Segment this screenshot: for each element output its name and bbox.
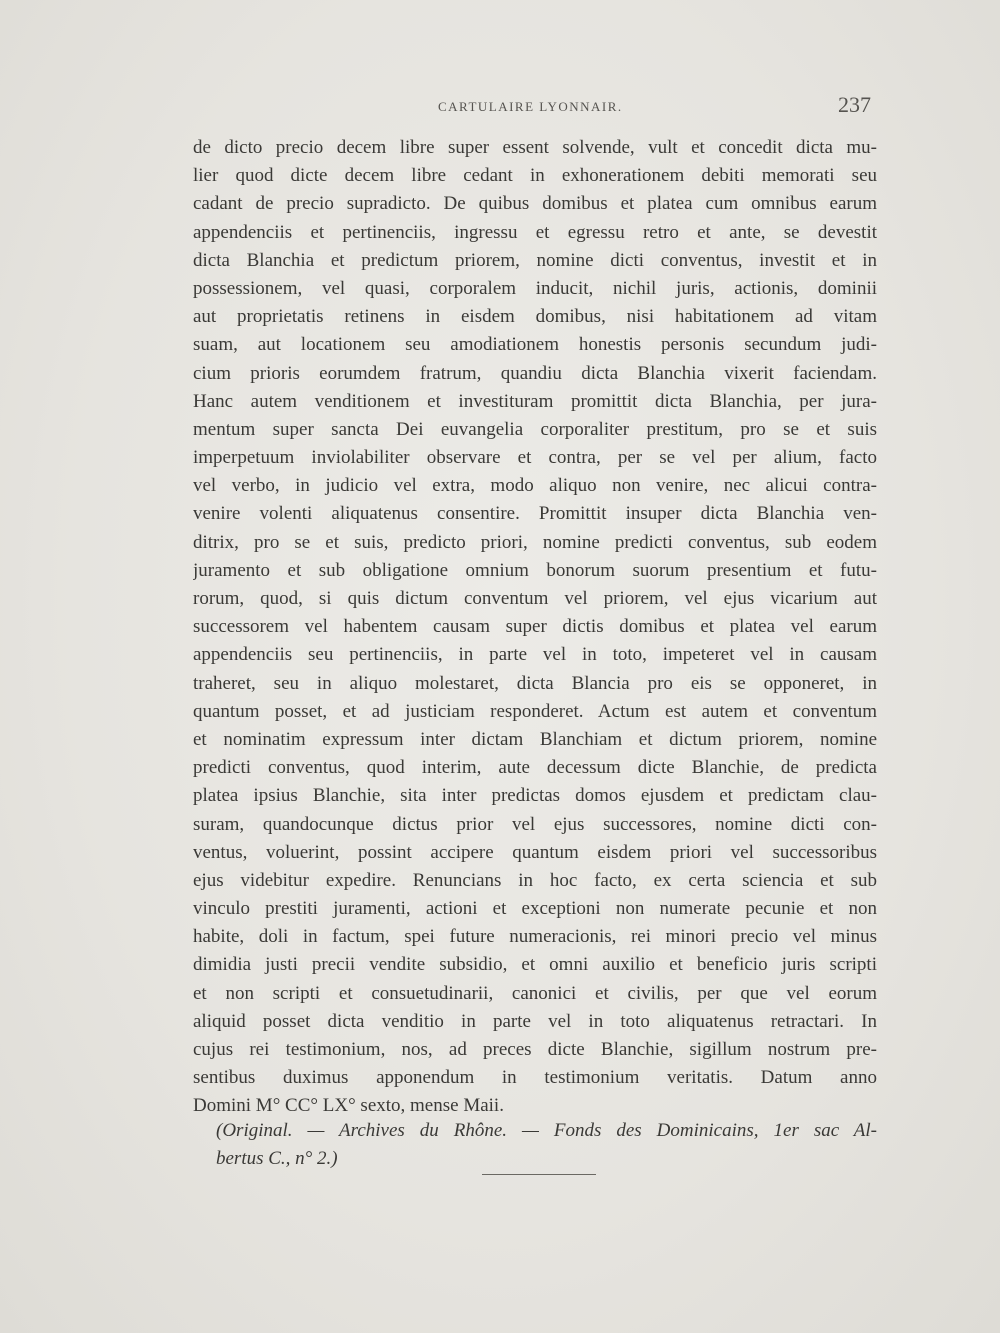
text-line: suram, quandocunque dictus prior vel ejus successores, nomine dicti con-: [193, 813, 877, 835]
text-line: cium prioris eorumdem fratrum, quandiu dicta Blanchia vixerit faciendam.: [193, 362, 877, 384]
text-line: juramento et sub obligatione omnium bonorum suorum presentium et futu-: [193, 559, 877, 581]
text-line: rorum, quod, si quis dictum conventum vel priorem, vel ejus vicarium aut: [193, 588, 877, 609]
text-line: et nominatim expressum inter dictam Blanchiam et dictum priorem, nomine: [193, 728, 877, 750]
text-line: imperpetuum inviolabiliter observare et contra, per se vel per alium, facto: [193, 447, 877, 469]
source-note: [216, 1117, 877, 1173]
text-line: cujus rei testimonium, nos, ad preces dicte Blanchie, sigillum nostrum pre-: [193, 1039, 877, 1060]
source-note-line: bertus C., n° 2.): [216, 1148, 338, 1170]
text-line: appendenciis seu pertinenciis, in parte vel in toto, impeteret vel in causam: [193, 644, 877, 666]
text-line: et non scripti et consuetudinarii, canonici et civilis, per que vel eorum: [193, 982, 877, 1004]
text-line: dimidia justi precii vendite subsidio, et omni auxilio et beneficio juris scripti: [193, 954, 877, 976]
text-line: ditrix, pro se et suis, predicto priori, nomine predicti conventus, sub eodem: [193, 531, 877, 553]
source-note-line: (Original. — Archives du Rhône. — Fonds des Dominicains, 1er sac Al-: [216, 1120, 877, 1141]
text-line: lier quod dicte decem libre cedant in exhonerationem debiti memorati seu: [193, 165, 877, 187]
text-line: ventus, voluerint, possint accipere quantum eisdem priori vel successoribus: [193, 841, 877, 863]
text-line: Domini M° CC° LX° sexto, mense Maii.: [193, 1095, 504, 1117]
text-line: quantum posset, et ad justiciam responderet. Actum est autem et conventum: [193, 700, 877, 722]
text-line: platea ipsius Blanchie, sita inter predictas domos ejusdem et predictam clau-: [193, 785, 877, 807]
text-line: aut proprietatis retinens in eisdem domibus, nisi habitationem ad vitam: [193, 306, 877, 328]
text-line: mentum super sancta Dei euvangelia corporaliter prestitum, pro se et suis: [193, 418, 877, 440]
text-line: successorem vel habentem causam super dictis domibus et platea vel earum: [193, 616, 877, 638]
text-line: appendenciis et pertinenciis, ingressu et egressu retro et ante, se devestit: [193, 221, 877, 243]
text-line: vel verbo, in judicio vel extra, modo aliquo non venire, nec alicui contra-: [193, 475, 877, 497]
running-head: CARTULAIRE LYONNAIR.: [438, 99, 623, 114]
text-line: predicti conventus, quod interim, aute decessum dicte Blanchie, de predicta: [193, 757, 877, 779]
text-line: possessionem, vel quasi, corporalem inducit, nichil juris, actionis, dominii: [193, 277, 877, 299]
text-line: de dicto precio decem libre super essent solvende, vult et concedit dicta mu-: [193, 137, 877, 158]
text-line: sentibus duximus apponendum in testimonium veritatis. Datum anno: [193, 1067, 877, 1089]
text-line: traheret, seu in aliquo molestaret, dicta Blancia pro eis se opponeret, in: [193, 672, 877, 694]
text-line: Hanc autem venditionem et investituram promittit dicta Blanchia, per jura-: [193, 390, 877, 412]
text-line: ejus videbitur expedire. Renuncians in hoc facto, ex certa sciencia et sub: [193, 869, 877, 891]
text-line: aliquid posset dicta venditio in parte vel in toto aliquatenus retractari. In: [193, 1010, 877, 1032]
text-line: habite, doli in factum, spei future numeracionis, rei minori precio vel minus: [193, 926, 877, 948]
text-line: cadant de precio supradicto. De quibus domibus et platea cum omnibus earum: [193, 193, 877, 215]
text-line: venire volenti aliquatenus consentire. Promittit insuper dicta Blanchia ven-: [193, 503, 877, 525]
page-number: 237: [838, 92, 871, 117]
text-line: vinculo prestiti juramenti, actioni et exceptioni non numerate pecunie et non: [193, 898, 877, 920]
text-line: dicta Blanchia et predictum priorem, nomine dicti conventus, investit et in: [193, 249, 877, 271]
body-text: [193, 134, 877, 1121]
text-line: suam, aut locationem seu amodiationem honestis personis secundum judi-: [193, 334, 877, 356]
end-rule: [482, 1174, 596, 1175]
